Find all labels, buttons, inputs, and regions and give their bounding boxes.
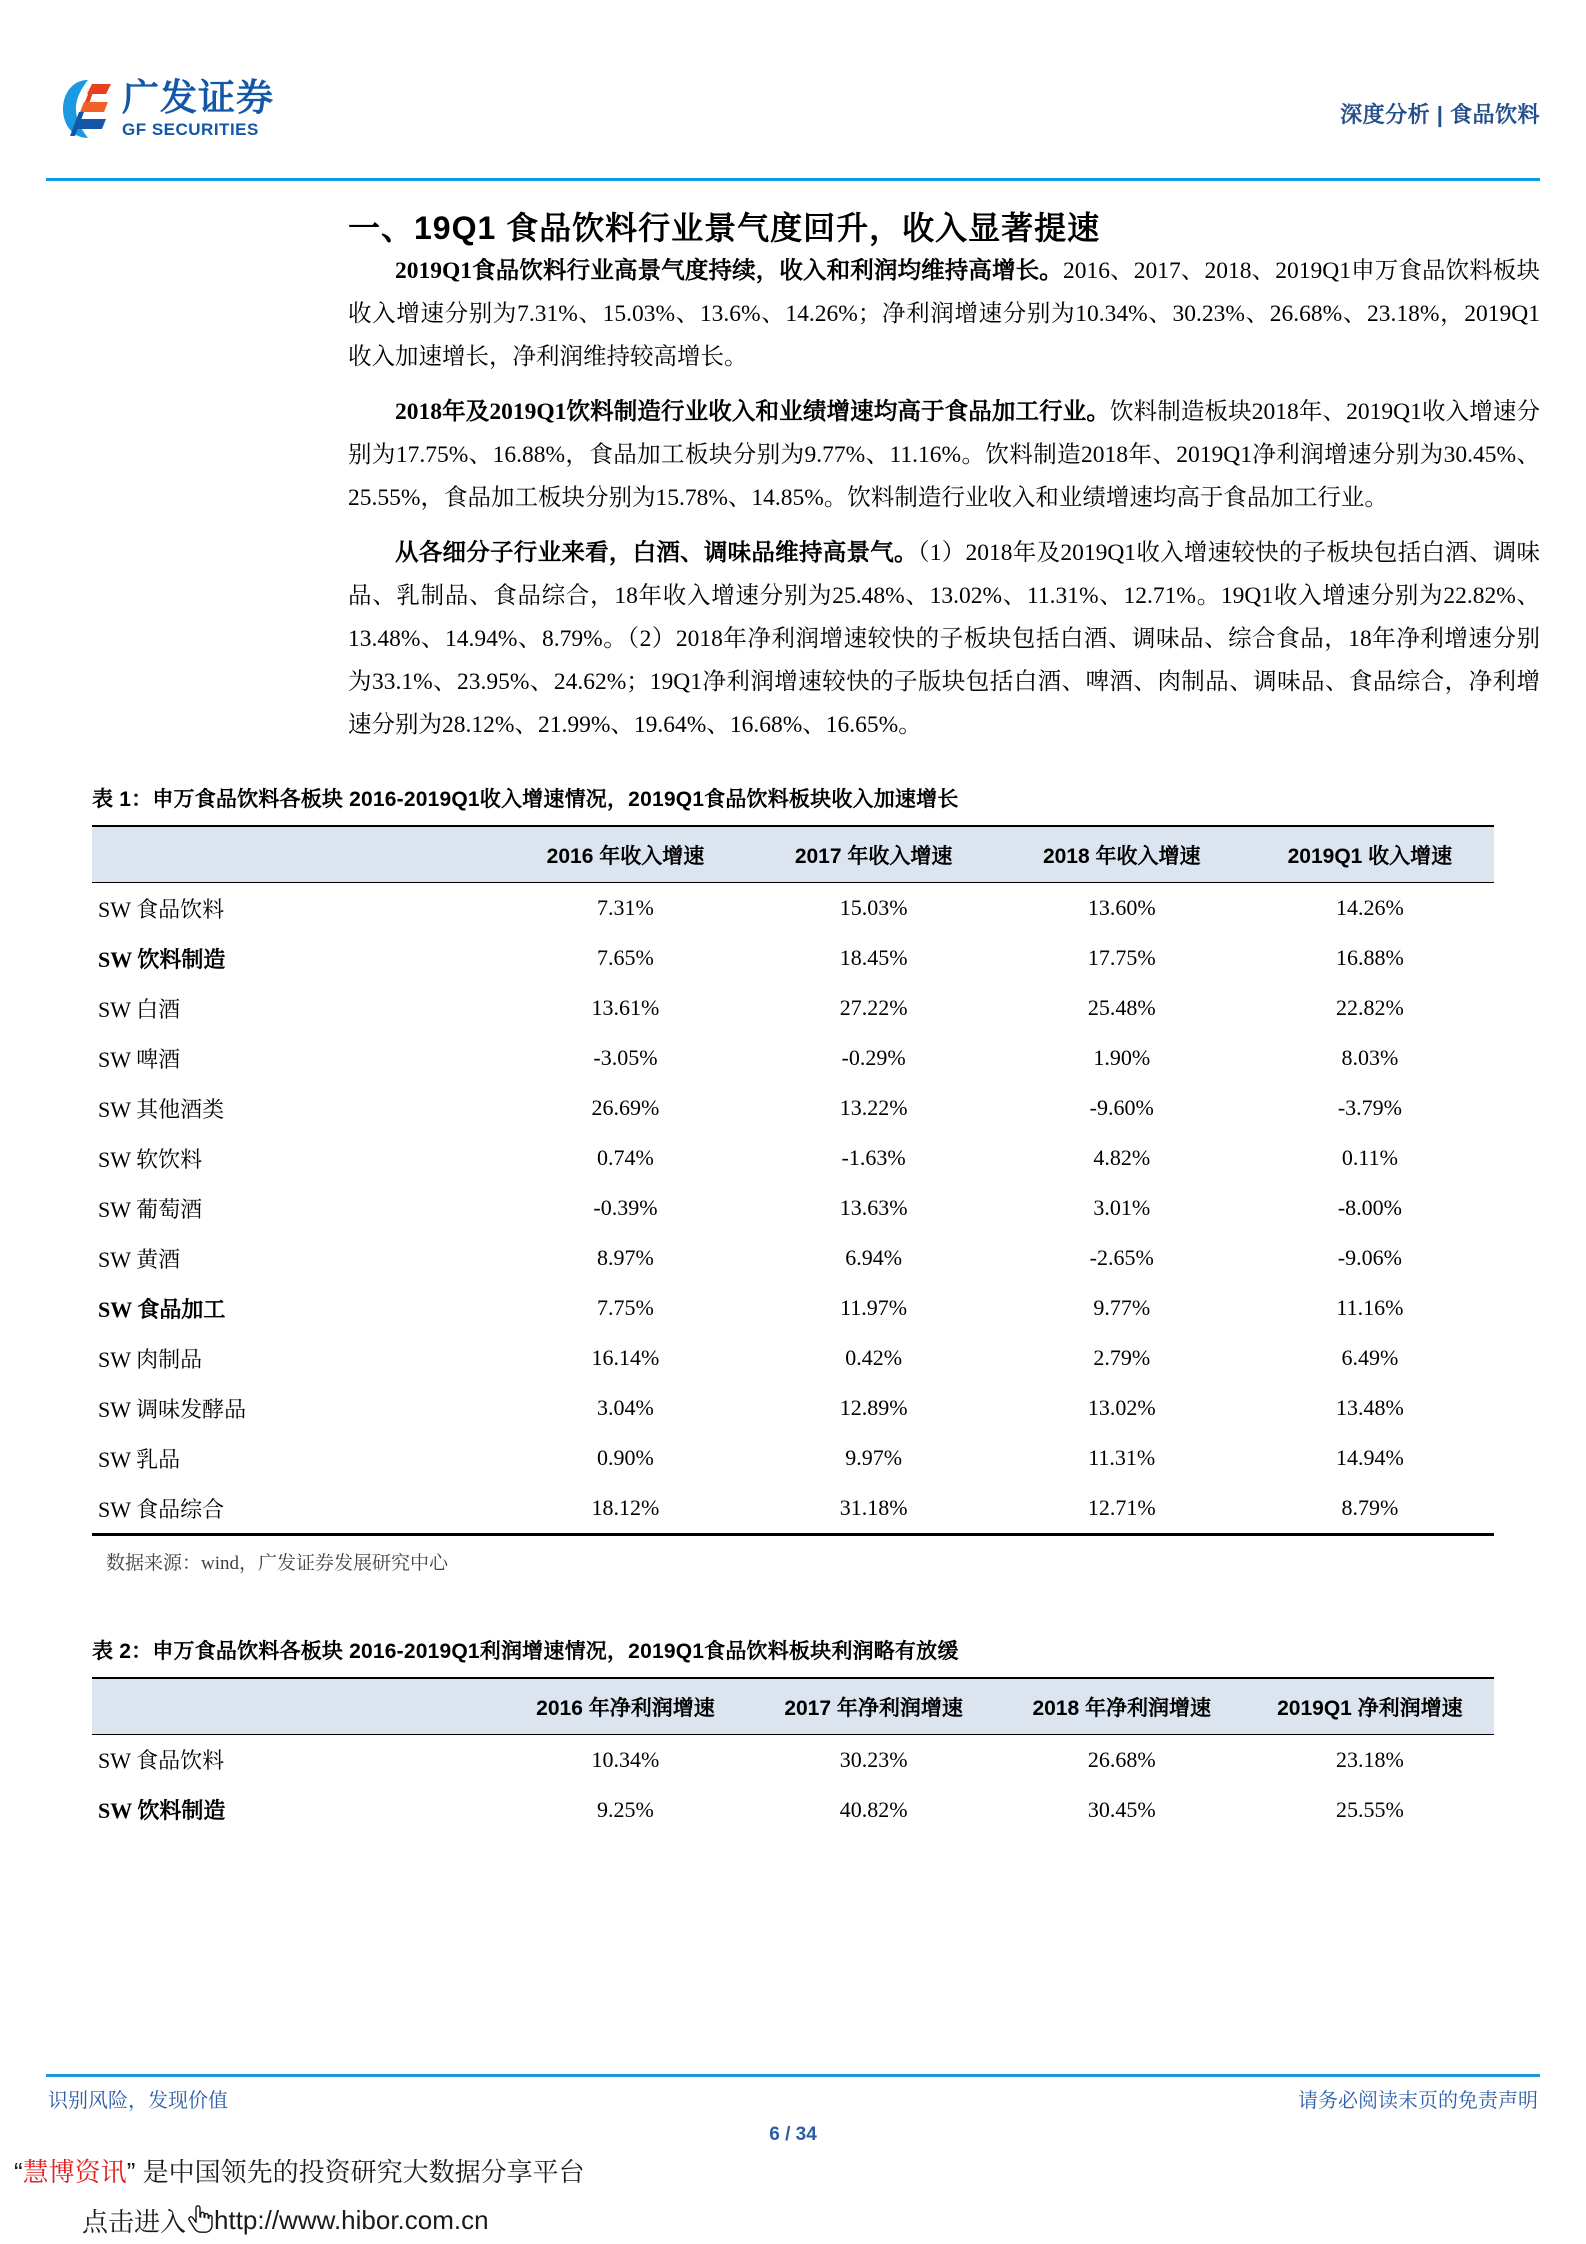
row-value-2018: 13.60% (998, 883, 1246, 934)
table-1-source: 数据来源：wind，广发证券发展研究中心 (106, 1552, 449, 1574)
row-value-2016: 16.14% (591, 1345, 660, 1370)
table-2-col-0 (92, 1678, 501, 1735)
table-row (92, 1183, 1494, 1233)
row-value-2017: -0.29% (841, 1045, 906, 1070)
table-1-caption: 表 1：申万食品饮料各板块 2016-2019Q1收入增速情况，2019Q1食品饮料板块收入加速增长 (92, 788, 959, 811)
table-row (92, 1383, 1494, 1433)
paragraph-2-lead: 2018年及2019Q1饮料制造行业收入和业绩增速均高于食品加工行业。 (395, 399, 1110, 425)
paragraph-1-lead: 2019Q1食品饮料行业高景气度持续，收入和利润均维持高增长。 (395, 258, 1063, 284)
promo-link-row[interactable] (82, 2202, 489, 2239)
row-value-2019q1: 16.88% (1335, 945, 1404, 970)
gf-logo-mark-icon (62, 78, 114, 140)
row-value-2016: 7.31% (501, 883, 749, 934)
row-label: SW 软饮料 (98, 1146, 203, 1172)
logo-text (122, 78, 274, 140)
row-value-2017: 27.22% (839, 995, 908, 1020)
footer-divider (46, 2074, 1540, 2077)
row-value-2017: 30.23% (750, 1734, 998, 1785)
table-1-col-1: 2016 年收入增速 (501, 826, 749, 883)
table-row (92, 1433, 1494, 1483)
table-2-block (0, 1635, 1586, 1835)
header-category-label: 深度分析 | 食品饮料 (1340, 102, 1540, 127)
row-value-2018: 11.31% (1088, 1445, 1156, 1470)
promo-tagline (14, 2152, 585, 2189)
table-1-header-row (92, 826, 1494, 883)
row-value-2016: 0.74% (597, 1145, 654, 1170)
logo-english-name: GF SECURITIES (122, 120, 259, 139)
table-1-col-3: 2018 年收入增速 (998, 826, 1246, 883)
row-value-2019q1: 8.79% (1341, 1495, 1399, 1520)
table-row (92, 1283, 1494, 1333)
row-value-2016: 18.12% (591, 1495, 660, 1520)
table-row (92, 883, 1494, 934)
header-divider (46, 178, 1540, 181)
row-value-2019q1: -9.06% (1337, 1245, 1402, 1270)
paragraph-3 (348, 532, 1540, 747)
paragraph-2 (348, 391, 1540, 520)
row-value-2016: 13.61% (591, 995, 660, 1020)
footer-disclaimer: 请务必阅读末页的免责声明 (1298, 2090, 1538, 2112)
row-value-2018: 12.71% (1087, 1495, 1156, 1520)
table-1-header (92, 826, 1494, 883)
row-value-2017: 15.03% (750, 883, 998, 934)
row-value-2018: 17.75% (1087, 945, 1156, 970)
table-1 (92, 825, 1494, 1533)
row-value-2016: 10.34% (501, 1734, 749, 1785)
row-value-2017: 31.18% (839, 1495, 908, 1520)
row-value-2017: 40.82% (839, 1796, 908, 1822)
table-1-col-4: 2019Q1 收入增速 (1246, 826, 1494, 883)
row-value-2016: 26.69% (591, 1095, 660, 1120)
row-value-2019q1: 14.26% (1246, 883, 1494, 934)
paragraph-3-body: （1）2018年及2019Q1收入增速较快的子板块包括白酒、调味品、乳制品、食品综合，18年收入增速分别为25.48%、13.02%、11.31%、12.71%。19Q1收入增速分别为22.82%、13.48%、14.94%、8.79%。（2）2018年净利润增速较快的子板块包括白酒、调味品、综合食品，18年净利增速分别为33.1%、23.95%、24.62%；19Q1净利润增速较快的子版块包括白酒、啤酒、肉制品、调味品、食品综合，净利增速分别为28.12%、21.99%、19.64%、16.68%、16.65%。 (348, 540, 1540, 738)
row-value-2016: 9.25% (597, 1796, 654, 1822)
page-title: 一、19Q1 食品饮料行业景气度回升，收入显著提速 (348, 210, 1101, 246)
row-value-2019q1: 14.94% (1335, 1445, 1404, 1470)
table-row (92, 1083, 1494, 1133)
row-value-2016: 3.04% (597, 1395, 654, 1420)
promo-banner (0, 2148, 1586, 2244)
row-value-2018: 13.02% (1087, 1395, 1156, 1420)
row-value-2018: -2.65% (1089, 1245, 1154, 1270)
paragraph-2-body: 饮料制造板块2018年、2019Q1收入增速分别为17.75%、16.88%，食品加工板块分别为9.77%、11.16%。饮料制造2018年、2019Q1净利润增速分别为30.45%、25.55%，食品加工板块分别为15.78%、14.85%。饮料制造行业收入和业绩增速均高于食品加工行业。 (348, 399, 1540, 511)
row-label: SW 调味发酵品 (98, 1396, 247, 1422)
paragraph-1-body: 2016、2017、2018、2019Q1申万食品饮料板块收入增速分别为7.31%、15.03%、13.6%、14.26%；净利润增速分别为10.34%、30.23%、26.68%、23.18%，2019Q1收入加速增长，净利润维持较高增长。 (348, 258, 1540, 370)
row-value-2017: 13.63% (839, 1195, 908, 1220)
promo-url[interactable]: http://www.hibor.com.cn (214, 2205, 489, 2235)
gf-securities-logo (62, 78, 274, 140)
table-row (92, 1483, 1494, 1533)
row-value-2016: 7.65% (597, 945, 654, 970)
row-value-2018: 9.77% (1093, 1295, 1151, 1320)
table-row (92, 1233, 1494, 1283)
row-value-2017: 12.89% (839, 1395, 908, 1420)
row-value-2017: 18.45% (839, 945, 908, 970)
row-label: SW 啤酒 (98, 1046, 181, 1072)
row-value-2017: 0.42% (845, 1345, 903, 1370)
row-label: SW 食品综合 (98, 1496, 225, 1522)
row-value-2016: -0.39% (593, 1195, 658, 1220)
row-value-2019q1: -3.79% (1337, 1095, 1402, 1120)
table-1-col-2: 2017 年收入增速 (750, 826, 998, 883)
page-number: 6 / 34 (769, 2124, 817, 2145)
row-label: SW 肉制品 (98, 1346, 203, 1372)
table-1-block (0, 783, 1586, 1575)
row-value-2017: 11.97% (840, 1295, 908, 1320)
row-label: SW 乳品 (98, 1446, 181, 1472)
table-row (92, 1785, 1494, 1835)
paragraph-1 (348, 250, 1540, 379)
row-value-2018: 1.90% (1093, 1045, 1151, 1070)
row-value-2018: -9.60% (1089, 1095, 1154, 1120)
row-value-2019q1: 22.82% (1335, 995, 1404, 1020)
row-label: SW 食品加工 (98, 1296, 226, 1322)
pointing-hand-icon (187, 2205, 213, 2237)
promo-quote-close: ” (126, 2157, 136, 2187)
row-value-2017: 13.22% (839, 1095, 908, 1120)
row-label: SW 其他酒类 (98, 1096, 225, 1122)
table-row (92, 1133, 1494, 1183)
promo-tagline-rest: 是中国领先的投资研究大数据分享平台 (135, 2157, 585, 2187)
table-2-col-4: 2019Q1 净利润增速 (1246, 1678, 1494, 1735)
row-label: SW 葡萄酒 (98, 1196, 203, 1222)
row-value-2019q1: 13.48% (1335, 1395, 1404, 1420)
row-value-2018: 3.01% (1093, 1195, 1151, 1220)
row-value-2018: 30.45% (1087, 1796, 1156, 1822)
row-label: SW 食品饮料 (92, 883, 501, 934)
row-label: SW 食品饮料 (92, 1734, 501, 1785)
row-value-2018: 2.79% (1093, 1345, 1151, 1370)
table-row (92, 1333, 1494, 1383)
table-row (92, 983, 1494, 1033)
table-2-body (92, 1734, 1494, 1835)
row-value-2019q1: 0.11% (1341, 1145, 1398, 1170)
logo-chinese-name: 广发证券 (122, 77, 274, 118)
table-1-col-0 (92, 826, 501, 883)
footer-slogan: 识别风险，发现价值 (48, 2090, 228, 2112)
row-label: SW 饮料制造 (98, 1798, 226, 1823)
section-spacer (0, 1575, 1586, 1635)
row-value-2019q1: 6.49% (1341, 1345, 1399, 1370)
row-value-2019q1: 11.16% (1336, 1295, 1404, 1320)
row-label: SW 黄酒 (98, 1246, 181, 1272)
table-2-col-2: 2017 年净利润增速 (750, 1678, 998, 1735)
table-2-header-row (92, 1678, 1494, 1735)
table-row (92, 933, 1494, 983)
table-row (92, 1033, 1494, 1083)
table-2 (92, 1677, 1494, 1835)
row-label: SW 白酒 (98, 996, 181, 1022)
row-label: SW 饮料制造 (98, 946, 226, 972)
row-value-2016: 7.75% (597, 1295, 654, 1320)
row-value-2016: 8.97% (597, 1245, 654, 1270)
row-value-2019q1: 23.18% (1246, 1734, 1494, 1785)
table-2-col-1: 2016 年净利润增速 (501, 1678, 749, 1735)
page-header (0, 0, 1586, 184)
row-value-2016: -3.05% (593, 1045, 658, 1070)
promo-brand-name: 慧博资讯 (22, 2157, 127, 2187)
row-value-2019q1: 8.03% (1341, 1045, 1399, 1070)
table-2-header (92, 1678, 1494, 1735)
row-value-2018: 26.68% (998, 1734, 1246, 1785)
page-content (0, 184, 1586, 1835)
paragraph-3-lead: 从各细分子行业来看，白酒、调味品维持高景气。 (395, 540, 918, 566)
row-value-2019q1: -8.00% (1337, 1195, 1402, 1220)
table-1-body (92, 883, 1494, 1534)
table-2-caption: 表 2：申万食品饮料各板块 2016-2019Q1利润增速情况，2019Q1食品饮料板块利润略有放缓 (92, 1639, 959, 1663)
row-value-2018: 25.48% (1087, 995, 1156, 1020)
row-value-2017: -1.63% (841, 1145, 906, 1170)
row-value-2017: 9.97% (845, 1445, 903, 1470)
row-value-2017: 6.94% (845, 1245, 903, 1270)
promo-quote-open: “ (14, 2157, 23, 2187)
body-text-column (0, 250, 1586, 747)
table-row (92, 1734, 1494, 1785)
row-value-2016: 0.90% (597, 1445, 654, 1470)
promo-link-prefix: 点击进入 (82, 2207, 187, 2237)
row-value-2018: 4.82% (1093, 1145, 1151, 1170)
row-value-2019q1: 25.55% (1335, 1796, 1404, 1822)
table-2-col-3: 2018 年净利润增速 (998, 1678, 1246, 1735)
